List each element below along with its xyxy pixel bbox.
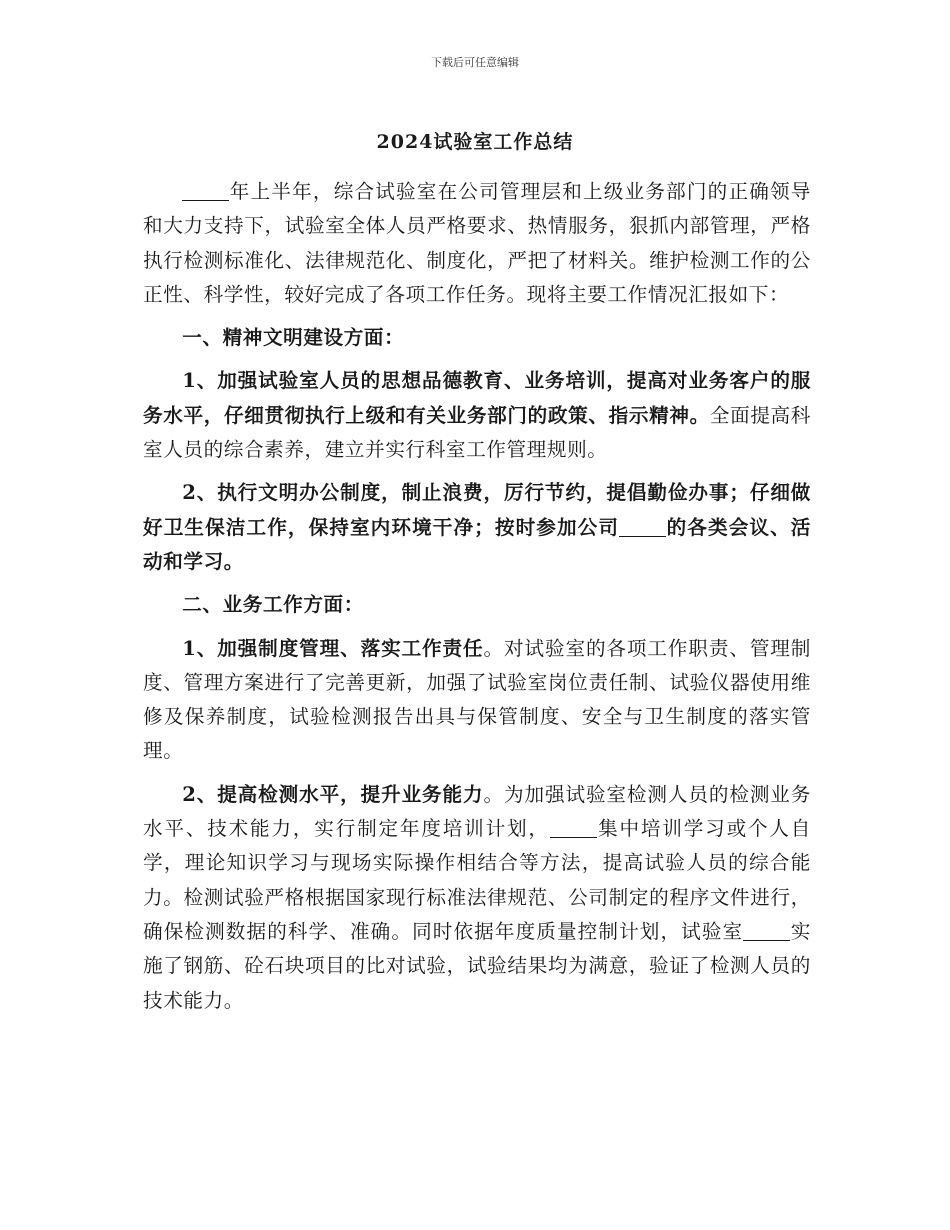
s1-item1-rest: 全面提高科室人员的综合素养，建立并实行科室工作管理规则。 [143,403,811,462]
header-note: 下载后可任意编辑 [431,56,519,69]
document-title: 2024试验室工作总结 [376,131,574,153]
blank-underline [550,817,597,838]
s2-item2-text-b: 集中培训学习或个人自学，理论知识学习与现场实际操作相结合等方法，提高试验人员的综合能力。检测试验严格根据国家现行标准法律规范、公司制定的程序文件进行，确保检测数据的科学、准确。同时依据年度质量控制计划，试验室 [143,817,811,943]
s1-item1 [143,364,811,467]
intro-text: 年上半年，综合试验室在公司管理层和上级业务部门的正确领导和大力支持下，试验室全体人员严格要求、热情服务，狠抓内部管理，严格执行检测标准化、法律规范化、制度化，严把了材料关。维护检测工作的公正性、科学性，较好完成了各项工作任务。现将主要工作情况汇报如下： [143,180,811,306]
section2-heading: 二、业务工作方面： [182,593,364,617]
document-body [143,175,811,1018]
s1-item2-text-b: 的各类会议、活动和学习。 [143,515,811,573]
blank-underline [743,920,790,941]
section1-heading: 一、精神文明建设方面： [182,326,405,350]
s2-item1-rest: 。对试验室的各项工作职责、管理制度、管理方案进行了完善更新，加强了试验室岗位责任制、试验仪器使用维修及保养制度，试验检测报告出具与保管制度、安全与卫生制度的落实管理。 [143,636,811,763]
s2-item2-text-a: 。为加强试验室检测人员的检测业务水平、技术能力，实行制定年度培训计划， [143,782,811,841]
s2-item2-bold: 2、提高检测水平，提升业务能力 [182,782,484,806]
blank-underline [182,180,229,201]
s2-item2-text-c: 实施了钢筋、砼石块项目的比对试验，试验结果均为满意，验证了检测人员的技术能力。 [143,919,811,1012]
intro-paragraph [143,175,811,312]
s1-item2-text-a: 2、执行文明办公制度，制止浪费，厉行节约，提倡勤俭办事；仔细做好卫生保洁工作，保持室内环境干净；按时参加公司 [143,481,811,539]
s2-item1 [143,632,811,769]
s1-item2 [143,476,811,579]
s2-item2 [143,778,811,1018]
s1-item1-bold: 1、加强试验室人员的思想品德教育、业务培训，提高对业务客户的服务水平，仔细贯彻执行上级和有关业务部门的政策、指示精神。 [143,369,811,427]
s2-item1-bold: 1、加强制度管理、落实工作责任 [182,636,484,660]
blank-underline [619,516,666,537]
